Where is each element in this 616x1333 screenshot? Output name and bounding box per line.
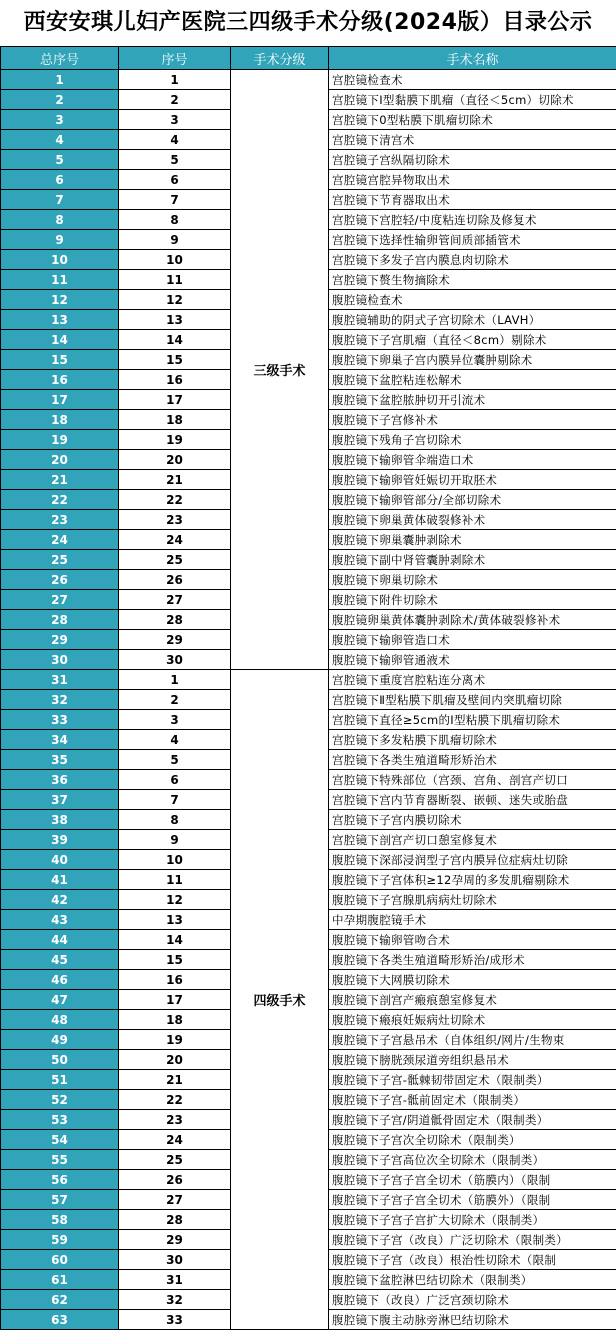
total-index-cell: 53 <box>1 1110 119 1130</box>
index-cell: 17 <box>119 990 231 1010</box>
total-index-cell: 7 <box>1 190 119 210</box>
procedure-cell: 腹腔镜下盆腔粘连松解术 <box>329 370 616 390</box>
procedure-cell: 腹腔镜下子宫（改良）根治性切除术（限制 <box>329 1250 616 1270</box>
index-cell: 17 <box>119 390 231 410</box>
index-cell: 7 <box>119 190 231 210</box>
index-cell: 3 <box>119 710 231 730</box>
procedure-cell: 腹腔镜下输卵管部分/全部切除术 <box>329 490 616 510</box>
total-index-cell: 20 <box>1 450 119 470</box>
total-index-cell: 27 <box>1 590 119 610</box>
index-cell: 8 <box>119 810 231 830</box>
index-cell: 1 <box>119 70 231 90</box>
index-cell: 20 <box>119 1050 231 1070</box>
procedure-cell: 宫腔镜下清宫术 <box>329 130 616 150</box>
procedure-cell: 腹腔镜下子宫腺肌病病灶切除术 <box>329 890 616 910</box>
total-index-cell: 56 <box>1 1170 119 1190</box>
procedure-cell: 腹腔镜下大网膜切除术 <box>329 970 616 990</box>
procedure-cell: 腹腔镜下（改良）广泛宫颈切除术 <box>329 1290 616 1310</box>
index-cell: 18 <box>119 1010 231 1030</box>
total-index-cell: 63 <box>1 1310 119 1330</box>
index-cell: 3 <box>119 110 231 130</box>
procedure-cell: 宫腔镜下Ⅰ型黏膜下肌瘤（直径＜5cm）切除术 <box>329 90 616 110</box>
index-cell: 31 <box>119 1270 231 1290</box>
procedure-cell: 腹腔镜下深部浸润型子宫内膜异位症病灶切除 <box>329 850 616 870</box>
procedure-cell: 宫腔镜子宫纵隔切除术 <box>329 150 616 170</box>
procedure-cell: 腹腔镜下输卵管吻合术 <box>329 930 616 950</box>
level-cell: 四级手术 <box>231 670 329 1330</box>
procedure-cell: 腹腔镜下子宫高位次全切除术（限制类） <box>329 1150 616 1170</box>
index-cell: 18 <box>119 410 231 430</box>
procedure-cell: 腹腔镜下子宫子宫全切术（筋膜内）（限制 <box>329 1170 616 1190</box>
total-index-cell: 47 <box>1 990 119 1010</box>
index-cell: 11 <box>119 270 231 290</box>
index-cell: 12 <box>119 890 231 910</box>
total-index-cell: 5 <box>1 150 119 170</box>
total-index-cell: 39 <box>1 830 119 850</box>
total-index-cell: 25 <box>1 550 119 570</box>
index-cell: 28 <box>119 1210 231 1230</box>
procedure-cell: 腹腔镜下子宫修补术 <box>329 410 616 430</box>
procedure-cell: 腹腔镜下输卵管造口术 <box>329 630 616 650</box>
total-index-cell: 2 <box>1 90 119 110</box>
procedure-cell: 腹腔镜下子宫次全切除术（限制类） <box>329 1130 616 1150</box>
total-index-cell: 28 <box>1 610 119 630</box>
total-index-cell: 17 <box>1 390 119 410</box>
procedure-cell: 腹腔镜下腹主动脉旁淋巴结切除术 <box>329 1310 616 1330</box>
index-cell: 26 <box>119 1170 231 1190</box>
procedure-cell: 宫腔镜下重度宫腔粘连分离术 <box>329 670 616 690</box>
total-index-cell: 44 <box>1 930 119 950</box>
total-index-cell: 19 <box>1 430 119 450</box>
index-cell: 21 <box>119 470 231 490</box>
procedure-cell: 腹腔镜下附件切除术 <box>329 590 616 610</box>
total-index-cell: 37 <box>1 790 119 810</box>
total-index-cell: 45 <box>1 950 119 970</box>
index-cell: 5 <box>119 750 231 770</box>
index-cell: 28 <box>119 610 231 630</box>
total-index-cell: 59 <box>1 1230 119 1250</box>
procedure-cell: 宫腔镜下子宫内膜切除术 <box>329 810 616 830</box>
total-index-cell: 42 <box>1 890 119 910</box>
total-index-cell: 51 <box>1 1070 119 1090</box>
index-cell: 23 <box>119 1110 231 1130</box>
index-cell: 1 <box>119 670 231 690</box>
procedure-cell: 宫腔镜下多发粘膜下肌瘤切除术 <box>329 730 616 750</box>
index-cell: 32 <box>119 1290 231 1310</box>
total-index-cell: 34 <box>1 730 119 750</box>
procedure-cell: 腹腔镜下子宫子宫扩大切除术（限制类） <box>329 1210 616 1230</box>
procedure-cell: 腹腔镜下子宫体积≥12孕周的多发肌瘤剔除术 <box>329 870 616 890</box>
header-index: 序号 <box>119 47 231 70</box>
index-cell: 10 <box>119 250 231 270</box>
procedure-cell: 腹腔镜下盆腔淋巴结切除术（限制类） <box>329 1270 616 1290</box>
procedure-cell: 宫腔镜下多发子宫内膜息肉切除术 <box>329 250 616 270</box>
total-index-cell: 21 <box>1 470 119 490</box>
procedure-cell: 宫腔镜下宫内节育器断裂、嵌顿、迷失或胎盘 <box>329 790 616 810</box>
procedure-cell: 腹腔镜下子宫（改良）广泛切除术（限制类） <box>329 1230 616 1250</box>
total-index-cell: 12 <box>1 290 119 310</box>
table-row <box>1 70 616 90</box>
index-cell: 22 <box>119 490 231 510</box>
index-cell: 33 <box>119 1310 231 1330</box>
index-cell: 9 <box>119 230 231 250</box>
total-index-cell: 10 <box>1 250 119 270</box>
total-index-cell: 29 <box>1 630 119 650</box>
procedure-cell: 宫腔镜下特殊部位（宫颈、宫角、剖宫产切口 <box>329 770 616 790</box>
index-cell: 30 <box>119 1250 231 1270</box>
procedure-cell: 腹腔镜下盆腔脓肿切开引流术 <box>329 390 616 410</box>
index-cell: 30 <box>119 650 231 670</box>
procedure-cell: 腹腔镜下膀胱颈尿道旁组织悬吊术 <box>329 1050 616 1070</box>
total-index-cell: 36 <box>1 770 119 790</box>
procedure-cell: 腹腔镜下瘢痕妊娠病灶切除术 <box>329 1010 616 1030</box>
procedure-cell: 腹腔镜下剖宫产瘢痕憩室修复术 <box>329 990 616 1010</box>
index-cell: 2 <box>119 690 231 710</box>
total-index-cell: 46 <box>1 970 119 990</box>
total-index-cell: 24 <box>1 530 119 550</box>
index-cell: 6 <box>119 170 231 190</box>
index-cell: 12 <box>119 290 231 310</box>
procedure-cell: 腹腔镜检查术 <box>329 290 616 310</box>
procedure-cell: 腹腔镜下子宫肌瘤（直径＜8cm）剔除术 <box>329 330 616 350</box>
level-cell: 三级手术 <box>231 70 329 670</box>
procedure-cell: 宫腔镜宫腔异物取出术 <box>329 170 616 190</box>
total-index-cell: 3 <box>1 110 119 130</box>
index-cell: 22 <box>119 1090 231 1110</box>
total-index-cell: 4 <box>1 130 119 150</box>
header-level: 手术分级 <box>231 47 329 70</box>
index-cell: 24 <box>119 1130 231 1150</box>
procedure-cell: 腹腔镜下输卵管妊娠切开取胚术 <box>329 470 616 490</box>
index-cell: 25 <box>119 1150 231 1170</box>
index-cell: 4 <box>119 130 231 150</box>
index-cell: 27 <box>119 590 231 610</box>
index-cell: 9 <box>119 830 231 850</box>
procedure-cell: 腹腔镜辅助的阴式子宫切除术（LAVH） <box>329 310 616 330</box>
procedure-cell: 腹腔镜下子宫/阴道骶骨固定术（限制类） <box>329 1110 616 1130</box>
total-index-cell: 58 <box>1 1210 119 1230</box>
procedure-cell: 宫腔镜下直径≥5cm的Ⅰ型粘膜下肌瘤切除术 <box>329 710 616 730</box>
index-cell: 19 <box>119 1030 231 1050</box>
procedure-cell: 腹腔镜下卵巢切除术 <box>329 570 616 590</box>
procedure-cell: 腹腔镜下卵巢子宫内膜异位囊肿剔除术 <box>329 350 616 370</box>
index-cell: 15 <box>119 950 231 970</box>
total-index-cell: 31 <box>1 670 119 690</box>
index-cell: 25 <box>119 550 231 570</box>
header-procedure: 手术名称 <box>329 47 616 70</box>
total-index-cell: 57 <box>1 1190 119 1210</box>
index-cell: 2 <box>119 90 231 110</box>
procedure-cell: 中孕期腹腔镜手术 <box>329 910 616 930</box>
procedure-cell: 腹腔镜下子宫子宫全切术（筋膜外）（限制 <box>329 1190 616 1210</box>
procedure-cell: 腹腔镜下输卵管通液术 <box>329 650 616 670</box>
total-index-cell: 8 <box>1 210 119 230</box>
procedure-cell: 腹腔镜下子宫-骶棘韧带固定术（限制类） <box>329 1070 616 1090</box>
procedure-cell: 宫腔镜下各类生殖道畸形矫治术 <box>329 750 616 770</box>
total-index-cell: 32 <box>1 690 119 710</box>
procedure-cell: 宫腔镜下Ⅱ型粘膜下肌瘤及壁间内突肌瘤切除 <box>329 690 616 710</box>
page-title: 西安安琪儿妇产医院三四级手术分级(2024版）目录公示 <box>23 10 593 35</box>
total-index-cell: 22 <box>1 490 119 510</box>
total-index-cell: 40 <box>1 850 119 870</box>
procedure-cell: 宫腔镜下剖宫产切口憩室修复术 <box>329 830 616 850</box>
total-index-cell: 62 <box>1 1290 119 1310</box>
total-index-cell: 50 <box>1 1050 119 1070</box>
procedure-cell: 腹腔镜下副中肾管囊肿剥除术 <box>329 550 616 570</box>
procedure-cell: 腹腔镜下卵巢囊肿剥除术 <box>329 530 616 550</box>
procedure-cell: 腹腔镜下子宫悬吊术（自体组织/网片/生物束 <box>329 1030 616 1050</box>
total-index-cell: 26 <box>1 570 119 590</box>
total-index-cell: 43 <box>1 910 119 930</box>
index-cell: 13 <box>119 910 231 930</box>
index-cell: 29 <box>119 1230 231 1250</box>
total-index-cell: 13 <box>1 310 119 330</box>
index-cell: 11 <box>119 870 231 890</box>
total-index-cell: 16 <box>1 370 119 390</box>
header-row <box>1 47 616 70</box>
index-cell: 15 <box>119 350 231 370</box>
total-index-cell: 60 <box>1 1250 119 1270</box>
index-cell: 5 <box>119 150 231 170</box>
total-index-cell: 52 <box>1 1090 119 1110</box>
total-index-cell: 14 <box>1 330 119 350</box>
header-total-index: 总序号 <box>1 47 119 70</box>
procedure-cell: 腹腔镜下输卵管伞端造口术 <box>329 450 616 470</box>
procedure-cell: 腹腔镜下各类生殖道畸形矫治/成形术 <box>329 950 616 970</box>
index-cell: 16 <box>119 970 231 990</box>
total-index-cell: 9 <box>1 230 119 250</box>
total-index-cell: 1 <box>1 70 119 90</box>
procedure-cell: 宫腔镜下赘生物摘除术 <box>329 270 616 290</box>
total-index-cell: 15 <box>1 350 119 370</box>
total-index-cell: 54 <box>1 1130 119 1150</box>
total-index-cell: 23 <box>1 510 119 530</box>
index-cell: 19 <box>119 430 231 450</box>
table-row <box>1 670 616 690</box>
procedure-cell: 宫腔镜下节育器取出术 <box>329 190 616 210</box>
total-index-cell: 61 <box>1 1270 119 1290</box>
index-cell: 20 <box>119 450 231 470</box>
total-index-cell: 38 <box>1 810 119 830</box>
index-cell: 21 <box>119 1070 231 1090</box>
procedure-cell: 宫腔镜检查术 <box>329 70 616 90</box>
index-cell: 14 <box>119 930 231 950</box>
index-cell: 29 <box>119 630 231 650</box>
total-index-cell: 6 <box>1 170 119 190</box>
total-index-cell: 35 <box>1 750 119 770</box>
total-index-cell: 11 <box>1 270 119 290</box>
index-cell: 24 <box>119 530 231 550</box>
index-cell: 26 <box>119 570 231 590</box>
total-index-cell: 18 <box>1 410 119 430</box>
procedure-cell: 腹腔镜下子宫-骶前固定术（限制类） <box>329 1090 616 1110</box>
index-cell: 6 <box>119 770 231 790</box>
index-cell: 16 <box>119 370 231 390</box>
total-index-cell: 33 <box>1 710 119 730</box>
index-cell: 27 <box>119 1190 231 1210</box>
procedure-cell: 腹腔镜下残角子宫切除术 <box>329 430 616 450</box>
index-cell: 13 <box>119 310 231 330</box>
index-cell: 8 <box>119 210 231 230</box>
total-index-cell: 41 <box>1 870 119 890</box>
procedure-cell: 宫腔镜下宫腔轻/中度粘连切除及修复术 <box>329 210 616 230</box>
procedure-cell: 宫腔镜下选择性输卵管间质部插管术 <box>329 230 616 250</box>
index-cell: 10 <box>119 850 231 870</box>
surgery-table <box>0 46 616 1330</box>
index-cell: 4 <box>119 730 231 750</box>
index-cell: 23 <box>119 510 231 530</box>
procedure-cell: 宫腔镜下0型粘膜下肌瘤切除术 <box>329 110 616 130</box>
total-index-cell: 49 <box>1 1030 119 1050</box>
procedure-cell: 腹腔镜下卵巢黄体破裂修补术 <box>329 510 616 530</box>
total-index-cell: 55 <box>1 1150 119 1170</box>
total-index-cell: 48 <box>1 1010 119 1030</box>
index-cell: 7 <box>119 790 231 810</box>
procedure-cell: 腹腔镜卵巢黄体囊肿剥除术/黄体破裂修补术 <box>329 610 616 630</box>
total-index-cell: 30 <box>1 650 119 670</box>
index-cell: 14 <box>119 330 231 350</box>
